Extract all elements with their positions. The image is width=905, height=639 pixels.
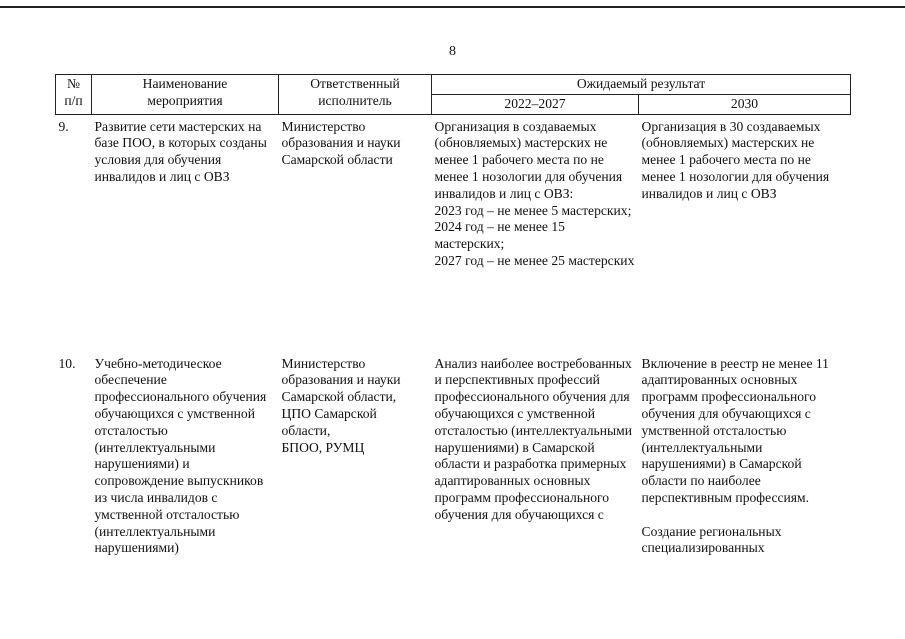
result-milestone: 2023 год – не менее 5 мастерских;: [434, 202, 632, 218]
measures-table: [55, 74, 851, 557]
result-2022-2027: [432, 114, 639, 353]
page-number: 8: [449, 44, 456, 59]
result-milestone: 2027 год – не менее 25 мастерских: [434, 252, 635, 268]
row-number: 9.: [58, 118, 69, 134]
responsible-executor: Министерство образования и науки Самарской области: [281, 118, 401, 168]
result-text: Организация в создаваемых (обновляемых) мастерских не менее 1 рабочего места по не менее 1 нозологии для обучения инвалидов и лиц с ОВЗ:: [434, 118, 623, 201]
result-paragraph: Создание региональных специализированных: [641, 523, 782, 556]
result-2030: [639, 353, 851, 558]
responsible-line: Министерство образования и науки Самарской области, ЦПО Самарской области,: [281, 355, 401, 438]
top-rule: [0, 6, 905, 8]
table-row: [56, 114, 851, 353]
result-2030: Организация в 30 создаваемых (обновляемых) мастерских не менее 1 рабочего места по не менее 1 нозологии для обучения инвалидов и лиц с ОВЗ: [641, 118, 830, 201]
result-milestone: 2024 год – не менее 15 мастерских;: [434, 219, 565, 252]
header-num-line2: п/п: [64, 92, 83, 108]
header-period-2030: 2030: [639, 94, 851, 114]
header-name: [92, 75, 279, 115]
measure-name: Развитие сети мастерских на базе ПОО, в которых созданы условия для обучения инвалидов и лиц с ОВЗ: [94, 118, 267, 184]
header-resp-line2: исполнитель: [318, 92, 392, 108]
table-row: [56, 353, 851, 558]
header-row-1: [56, 75, 851, 95]
header-responsible: [279, 75, 432, 115]
measure-name: Учебно-методическое обеспечение профессионального обучения обучающихся с умственной отсталостью (интеллектуальными нарушениями) и сопровождение выпускников из числа инвалидов с умственной отсталостью (интеллектуальными нарушениями): [94, 355, 267, 556]
header-period-2027: 2022–2027: [432, 94, 639, 114]
header-resp-line1: Ответственный: [310, 76, 400, 91]
result-paragraph: Включение в реестр не менее 11 адаптированных основных программ профессионального обучения для обучающихся с умственной отсталостью (интеллектуальными нарушениями) в Самарской области по наиболее перспективным профессиям.: [641, 355, 829, 505]
responsible-executor: [279, 353, 432, 558]
header-name-line1: Наименование: [142, 76, 228, 91]
paragraph-gap: [642, 507, 848, 524]
header-name-line2: мероприятия: [147, 92, 223, 108]
result-2022-2027: Анализ наиболее востребованных и перспективных профессий профессионального обучения для обучающихся с умственной отсталостью (интеллектуальными нарушениями) в Самарской области и разработка примерных адаптированных основных программ профессионального обучения для обучающихся с: [434, 355, 633, 522]
header-num: [56, 75, 92, 115]
header-expected-result: Ожидаемый результат: [432, 75, 851, 95]
row-number: 10.: [58, 355, 76, 371]
responsible-line: БПОО, РУМЦ: [281, 439, 365, 455]
header-num-line1: №: [67, 76, 80, 91]
